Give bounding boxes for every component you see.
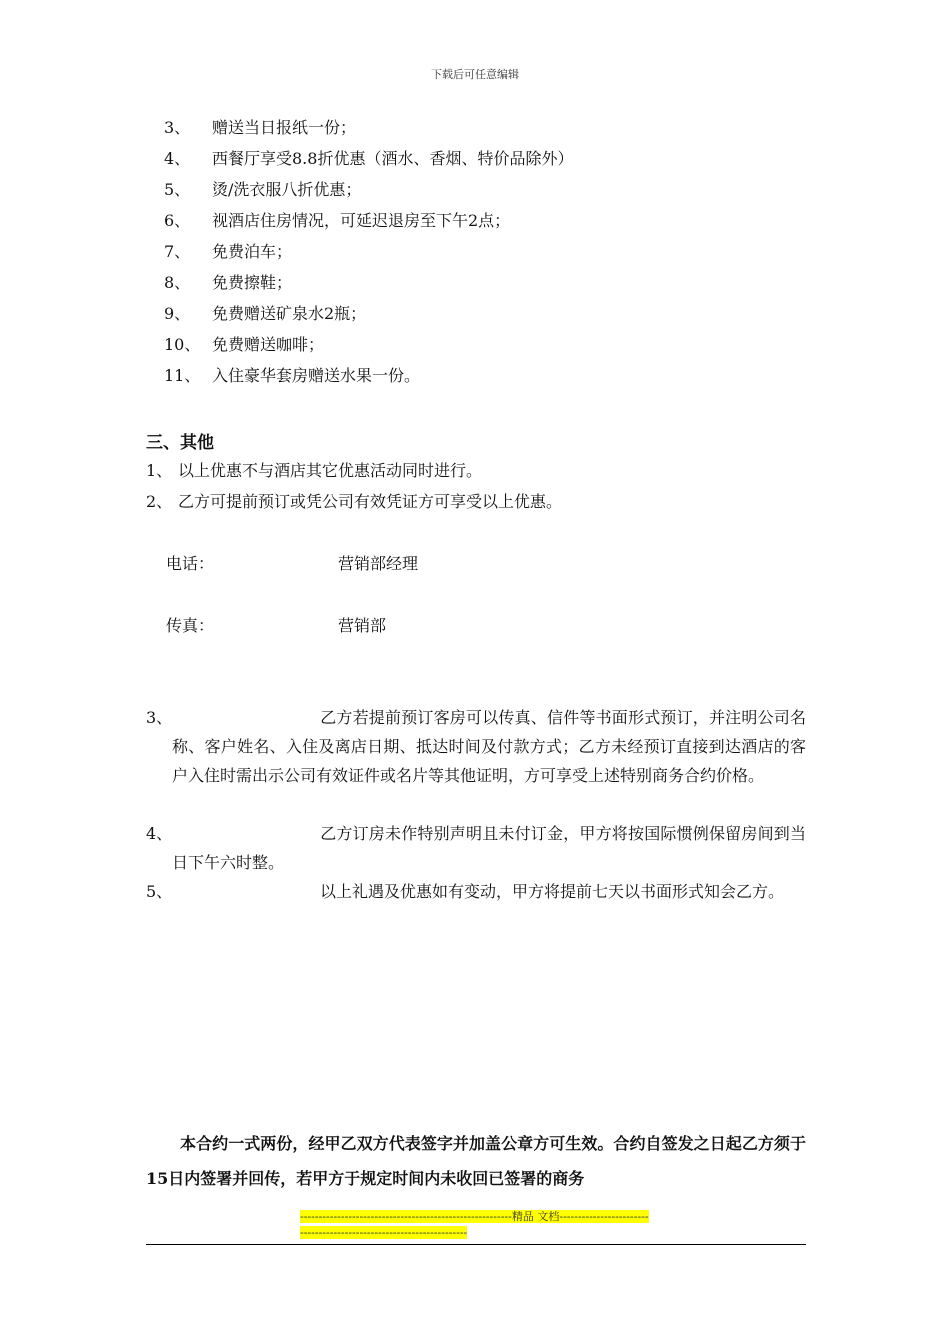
list-item — [164, 205, 573, 236]
list-item — [164, 329, 573, 360]
paragraph-number: 5、 — [146, 882, 173, 901]
list-item-number: 5、 — [164, 180, 191, 199]
list-item — [164, 267, 573, 298]
list-item-number: 8、 — [164, 273, 191, 292]
list-item-number: 4、 — [164, 149, 191, 168]
closing-paragraph-text: 本合约一式两份，经甲乙双方代表签字并加盖公章方可生效。合约自签发之日起乙方须于15日内签署并回传，若甲方于规定时间内未收回已签署的商务 — [146, 1134, 806, 1188]
list-item-number: 10、 — [164, 335, 201, 354]
contact-phone — [166, 551, 418, 574]
page-header: 下载后可任意编辑 — [431, 68, 519, 81]
list-item — [164, 298, 573, 329]
list-item-text: 入住豪华套房赠送水果一份。 — [212, 366, 421, 385]
benefits-list — [164, 112, 573, 391]
contact-fax — [166, 613, 386, 636]
footer-watermark — [300, 1209, 650, 1241]
contact-label: 电话： — [166, 554, 215, 573]
list-item — [164, 143, 573, 174]
contact-value: 营销部 — [338, 616, 387, 635]
list-item-number: 11、 — [164, 366, 201, 385]
section-heading: 三、其他 — [146, 433, 214, 453]
list-item-number: 7、 — [164, 242, 191, 261]
contact-label: 传真： — [166, 616, 215, 635]
list-item-text: 免费擦鞋； — [212, 273, 293, 292]
list-item-text: 西餐厅享受8.8折优惠（酒水、香烟、特价品除外） — [212, 149, 574, 168]
closing-paragraph — [146, 1126, 806, 1196]
footer-text: ---------------------------------------------------------精品 文档--------------------------------------------------------------------- — [300, 1210, 649, 1239]
contact-value: 营销部经理 — [338, 554, 419, 573]
paragraph-number: 3、 — [146, 708, 173, 727]
paragraph-text: 乙方订房未作特别声明且未付订金，甲方将按国际惯例保留房间到当日下午六时整。 — [172, 824, 806, 872]
paragraph-text: 乙方若提前预订客房可以传真、信件等书面形式预订，并注明公司名称、客户姓名、入住及离店日期、抵达时间及付款方式；乙方未经预订直接到达酒店的客户入住时需出示公司有效证件或名片等其他证明，方可享受上述特别商务合约价格。 — [172, 708, 806, 785]
list-item — [146, 486, 562, 517]
other-terms-list — [146, 455, 562, 517]
list-item-number: 6、 — [164, 211, 191, 230]
term-paragraph — [146, 877, 806, 906]
list-item — [164, 236, 573, 267]
paragraph-text: 以上礼遇及优惠如有变动，甲方将提前七天以书面形式知会乙方。 — [320, 882, 785, 901]
list-item-number: 3、 — [164, 118, 191, 137]
list-item-text: 烫/洗衣服八折优惠； — [212, 180, 362, 199]
list-item-text: 免费赠送咖啡； — [212, 335, 325, 354]
list-item-text: 免费赠送矿泉水2瓶； — [212, 304, 367, 323]
term-paragraph — [146, 819, 806, 877]
list-item-text: 视酒店住房情况，可延迟退房至下午2点； — [212, 211, 511, 230]
list-item-text: 乙方可提前预订或凭公司有效凭证方可享受以上优惠。 — [178, 492, 563, 511]
footer-divider — [146, 1244, 806, 1245]
list-item-text: 赠送当日报纸一份； — [212, 118, 357, 137]
list-item-number: 2、 — [146, 492, 173, 511]
list-item-number: 9、 — [164, 304, 191, 323]
list-item — [164, 174, 573, 205]
list-item — [164, 360, 573, 391]
list-item — [146, 455, 562, 486]
list-item-text: 免费泊车； — [212, 242, 293, 261]
list-item-text: 以上优惠不与酒店其它优惠活动同时进行。 — [178, 461, 483, 480]
list-item — [164, 112, 573, 143]
paragraph-number: 4、 — [146, 824, 173, 843]
list-item-number: 1、 — [146, 461, 173, 480]
term-paragraph — [146, 703, 806, 790]
